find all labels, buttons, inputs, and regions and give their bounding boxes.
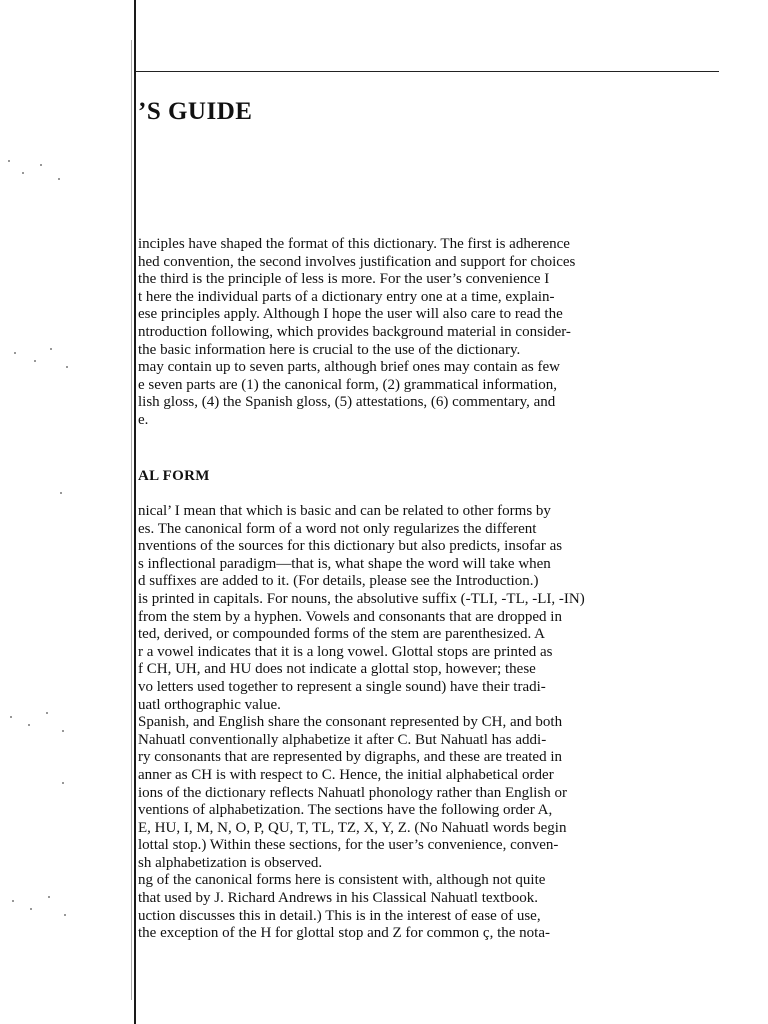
text-line: lottal stop.) Within these sections, for the user’s convenience, conven- (138, 837, 559, 854)
text-line: vo letters used together to represent a single sound) have their tradi- (138, 678, 546, 695)
text-line: inciples have shaped the format of this dictionary. The first is adherence (138, 236, 570, 252)
text-line: that used by J. Richard Andrews in his Classical Nahuatl textbook. (138, 890, 538, 907)
text-line: ry consonants that are represented by digraphs, and these are treated in (138, 749, 562, 766)
scan-noise-margin (0, 0, 130, 1024)
text-line: anner as CH is with respect to C. Hence, the initial alphabetical order (138, 766, 554, 783)
page-title: ’S GUIDE (138, 98, 253, 125)
text-line: f CH, UH, and HU does not indicate a glottal stop, however; these (138, 661, 536, 678)
intro-paragraph (138, 236, 718, 430)
text-line: from the stem by a hyphen. Vowels and consonants that are dropped in (138, 608, 562, 625)
section-heading: AL FORM (138, 468, 210, 484)
text-line: r a vowel indicates that it is a long vowel. Glottal stops are printed as (138, 643, 553, 660)
text-line: ese principles apply. Although I hope the user will also care to read the (138, 306, 563, 323)
text-line: t here the individual parts of a dictionary entry one at a time, explain- (138, 288, 555, 305)
header-rule (136, 71, 719, 72)
text-line: may contain up to seven parts, although brief ones may contain as few (138, 359, 560, 376)
text-line: the third is the principle of less is more. For the user’s convenience I (138, 271, 550, 288)
text-line: hed convention, the second involves justification and support for choices (138, 253, 576, 270)
text-line: e seven parts are (1) the canonical form, (2) grammatical information, (138, 376, 557, 393)
text-line: the exception of the H for glottal stop and Z for common ç, the nota- (138, 925, 550, 942)
text-line: uatl orthographic value. (138, 696, 281, 713)
text-line: nical’ I mean that which is basic and can be related to other forms by (138, 503, 551, 519)
text-line: e. (138, 411, 149, 428)
text-line: es. The canonical form of a word not only regularizes the different (138, 520, 537, 537)
text-line: Nahuatl conventionally alphabetize it after C. But Nahuatl has addi- (138, 731, 547, 748)
text-line: d suffixes are added to it. (For details, please see the Introduction.) (138, 573, 539, 590)
text-line: uction discusses this in detail.) This is in the interest of ease of use, (138, 907, 541, 924)
text-line: is printed in capitals. For nouns, the absolutive suffix (-TLI, -TL, -LI, -IN) (138, 590, 585, 607)
binding-edge-line (134, 0, 136, 1024)
text-line: ng of the canonical forms here is consistent with, although not quite (138, 872, 546, 889)
text-line: sh alphabetization is observed. (138, 854, 323, 871)
text-line: Spanish, and English share the consonant represented by CH, and both (138, 714, 563, 731)
binding-shadow-line (131, 40, 132, 1000)
text-line: ions of the dictionary reflects Nahuatl phonology rather than English or (138, 784, 568, 801)
text-line: ntroduction following, which provides background material in consider- (138, 323, 571, 340)
text-line: lish gloss, (4) the Spanish gloss, (5) attestations, (6) commentary, and (138, 394, 556, 411)
text-line: nventions of the sources for this dictionary but also predicts, insofar as (138, 538, 563, 555)
canonical-form-body (138, 503, 718, 943)
text-line: E, HU, I, M, N, O, P, QU, T, TL, TZ, X, Y, Z. (No Nahuatl words begin (138, 819, 567, 836)
text-line: ventions of alphabetization. The sections have the following order A, (138, 802, 553, 819)
text-line: the basic information here is crucial to the use of the dictionary. (138, 341, 521, 358)
text-line: s inflectional paradigm—that is, what shape the word will take when (138, 555, 551, 572)
text-line: ted, derived, or compounded forms of the stem are parenthesized. A (138, 626, 545, 643)
